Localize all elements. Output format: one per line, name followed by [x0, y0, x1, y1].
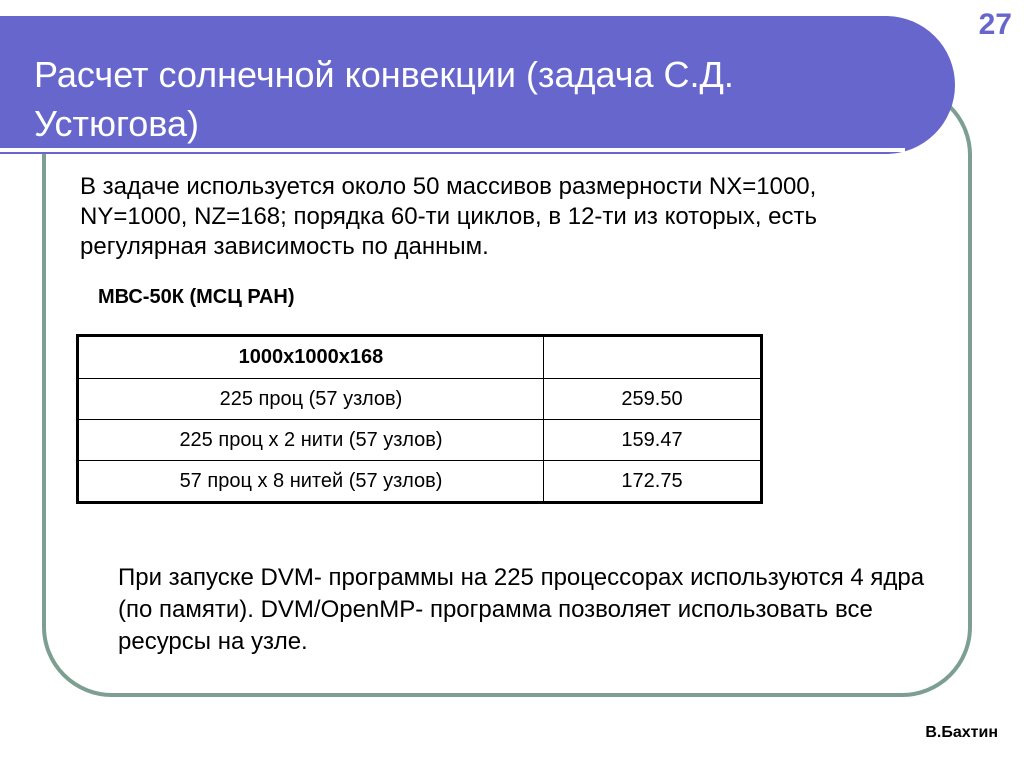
header-cell-empty [543, 336, 761, 379]
title-underline [0, 148, 905, 152]
cell-time: 172.75 [543, 461, 761, 503]
author-label: В.Бахтин [925, 724, 998, 741]
machine-label: МВС-50К (МСЦ РАН) [98, 286, 295, 308]
table-header-row [78, 336, 762, 379]
results-table [76, 334, 763, 504]
cell-config: 225 проц (57 узлов) [78, 379, 544, 420]
cell-config: 57 проц х 8 нитей (57 узлов) [78, 461, 544, 503]
table-row [78, 420, 762, 461]
cell-time: 159.47 [543, 420, 761, 461]
intro-paragraph: В задаче используется около 50 массивов размерности NX=1000, NY=1000, NZ=168; порядка 60-ти циклов, в 12-ти из которых, есть регулярная зависимость по данным. [80, 173, 818, 260]
slide-number: 27 [978, 8, 1012, 41]
title-bar [0, 16, 955, 154]
cell-time: 259.50 [543, 379, 761, 420]
summary-paragraph: При запуске DVM- программы на 225 процессорах используются 4 ядра (по памяти). DVM/OpenMP- программа позволяет использовать все ресурсы на узле. [118, 564, 925, 655]
table-row [78, 379, 762, 420]
header-cell-size: 1000x1000x168 [78, 336, 544, 379]
table-row [78, 461, 762, 503]
slide-title: Расчет солнечной конвекции (задача С.Д. Устюгова) [34, 54, 734, 144]
cell-config: 225 проц х 2 нити (57 узлов) [78, 420, 544, 461]
